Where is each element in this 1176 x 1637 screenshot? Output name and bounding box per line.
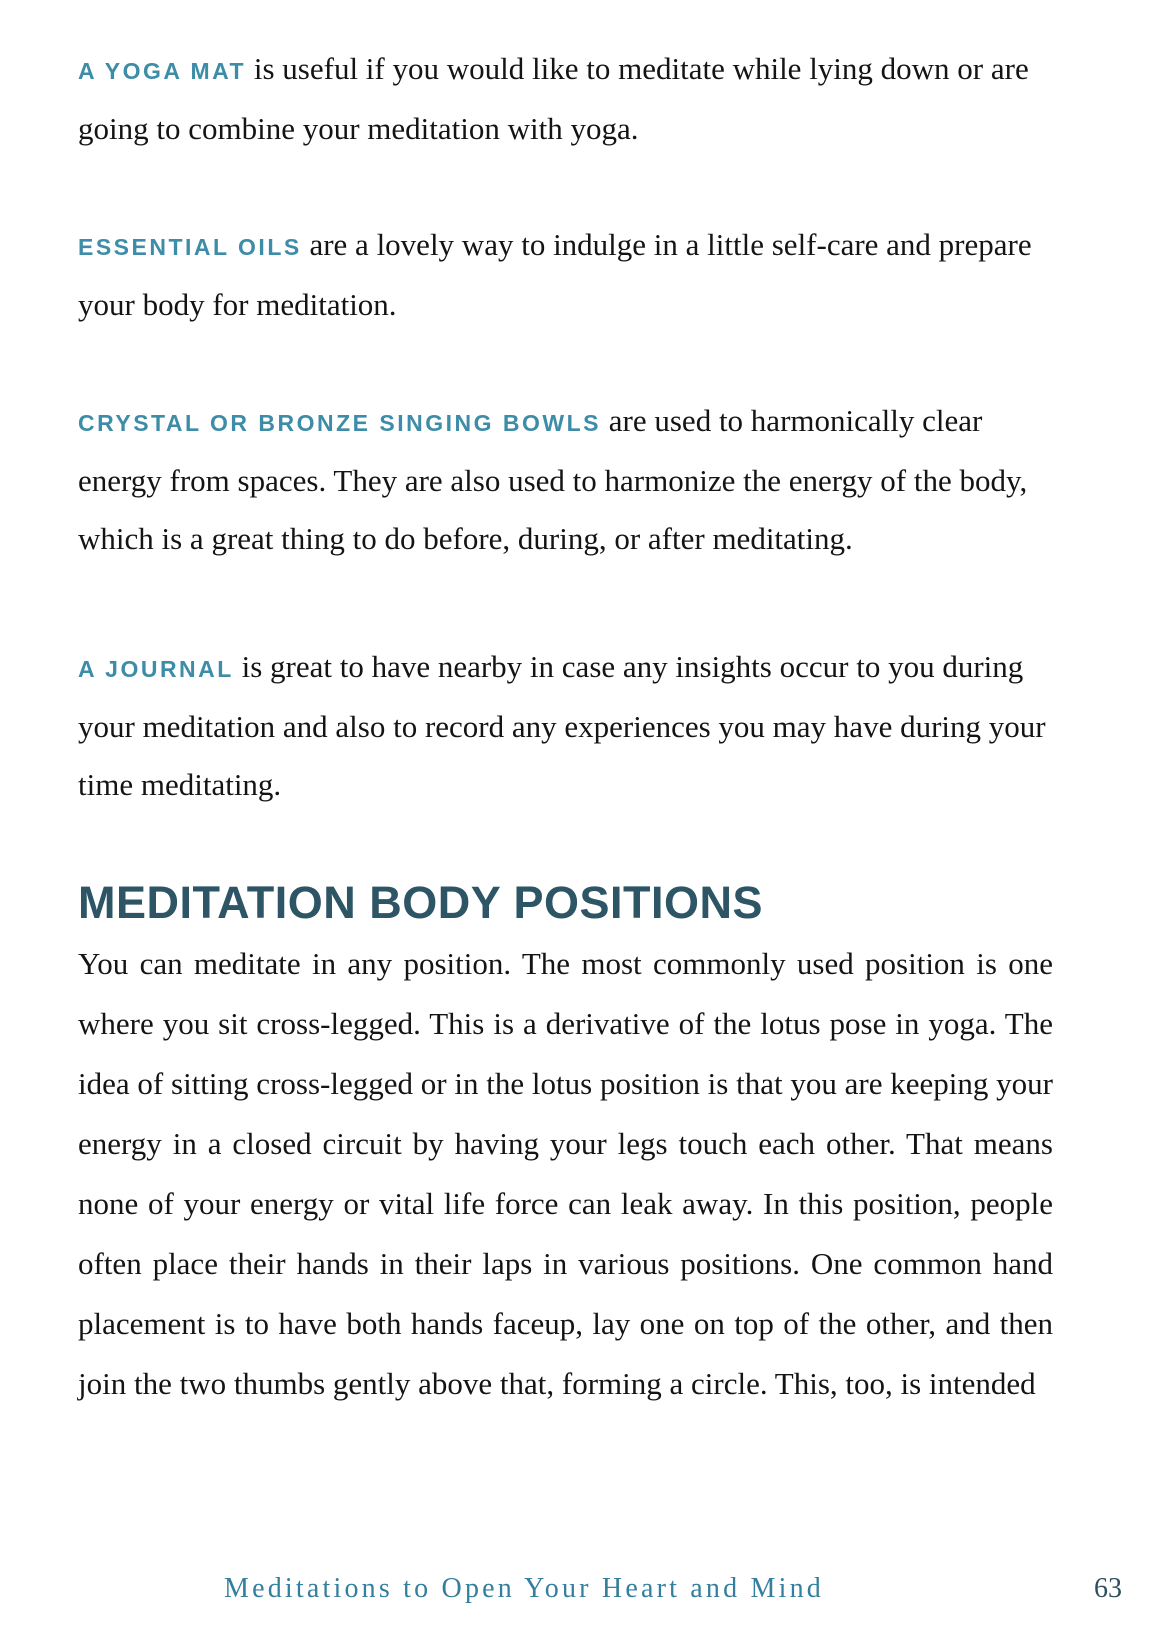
- section-body: You can meditate in any position. The most commonly used position is one where you sit cross-legged. This is a derivative of the lotus pose in yoga. The idea of sitting cross-legged or in the lotus position is that you are keeping your energy in a closed circuit by having your legs touch each other. That means none of your energy or vital life force can leak away. In this position, people often place their hands in their laps in various positions. One common hand placement is to have both hands faceup, lay one on top of the other, and then join the two thumbs gently above that, forming a circle. This, too, is intended: [78, 946, 1053, 1401]
- supply-item-yoga-mat: [78, 40, 1053, 158]
- supply-lead: A JOURNAL: [78, 656, 234, 682]
- supply-lead: A YOGA MAT: [78, 58, 247, 84]
- page-footer: [0, 1572, 1176, 1612]
- supply-lead: ESSENTIAL OILS: [78, 234, 302, 260]
- supply-item-essential-oils: [78, 216, 1053, 334]
- footer-book-title: Meditations to Open Your Heart and Mind: [224, 1573, 824, 1604]
- supply-text: are used to harmonically clear energy from spaces. They are also used to harmonize the energy of the body, which is a great thing to do before, during, or after meditating.: [78, 403, 1028, 556]
- supply-item-singing-bowls: [78, 392, 1053, 568]
- page-content: [78, 0, 1053, 1414]
- supply-item-journal: [78, 638, 1053, 814]
- page-number: 63: [1094, 1573, 1122, 1604]
- supply-lead: CRYSTAL OR BRONZE SINGING BOWLS: [78, 410, 602, 436]
- supply-text: is useful if you would like to meditate while lying down or are going to combine your meditation with yoga.: [78, 51, 1029, 146]
- section-heading: MEDITATION BODY POSITIONS: [78, 877, 764, 928]
- supply-text: are a lovely way to indulge in a little self-care and prepare your body for meditation.: [78, 227, 1032, 322]
- supply-text: is great to have nearby in case any insights occur to you during your meditation and also to record any experiences you may have during your time meditating.: [78, 649, 1046, 802]
